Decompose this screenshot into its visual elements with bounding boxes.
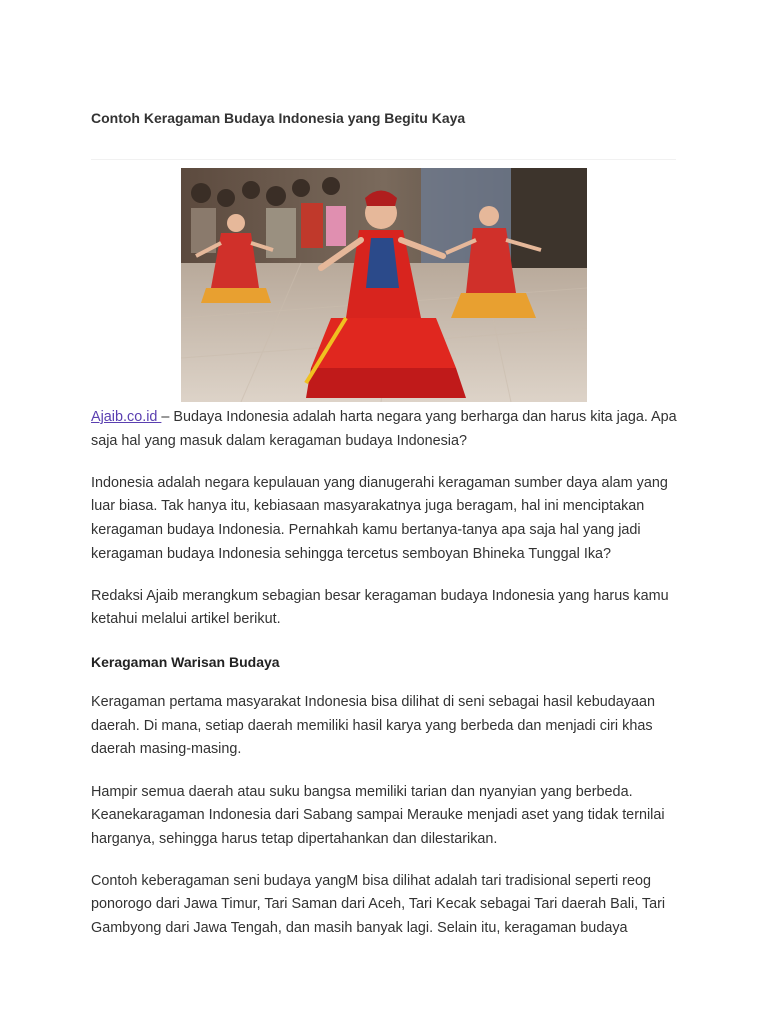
intro-paragraph	[91, 406, 681, 453]
article-image	[181, 168, 587, 402]
intro-text: – Budaya Indonesia adalah harta negara yang berharga dan harus kita jaga. Apa saja hal yang masuk dalam keragaman budaya Indonesia?	[91, 409, 677, 449]
title-divider	[91, 159, 676, 160]
section-heading: Keragaman Warisan Budaya	[91, 653, 280, 670]
paragraph-3: Redaksi Ajaib merangkum sebagian besar keragaman budaya Indonesia yang harus kamu ketahui melalui artikel berikut.	[91, 587, 669, 628]
traditional-dance-photo-icon	[181, 168, 587, 402]
paragraph-5: Hampir semua daerah atau suku bangsa memiliki tarian dan nyanyian yang berbeda. Keanekaragaman Indonesia dari Sabang sampai Merauke menjadi aset yang tidak ternilai harganya, sehingga harus tetap dipertahankan dan dilestarikan.	[91, 783, 665, 847]
paragraph-6: Contoh keberagaman seni budaya yangM bisa dilihat adalah tari tradisional seperti reog ponorogo dari Jawa Timur, Tari Saman dari Aceh, Tari Kecak sebagai Tari daerah Bali, Tari Gambyong dari Jawa Tengah, dan masih banyak lagi. Selain itu, keragaman budaya	[91, 872, 666, 937]
paragraph-4: Keragaman pertama masyarakat Indonesia bisa dilihat di seni sebagai hasil kebudayaan daerah. Di mana, setiap daerah memiliki hasil karya yang berbeda dan menjadi ciri khas daerah masing-masing.	[91, 694, 655, 758]
article-title: Contoh Keragaman Budaya Indonesia yang Begitu Kaya	[91, 110, 466, 126]
source-link[interactable]: Ajaib.co.id	[91, 409, 162, 425]
paragraph-2: Indonesia adalah negara kepulauan yang dianugerahi keragaman sumber daya alam yang luar biasa. Tak hanya itu, kebiasaan masyarakatnya juga beragam, hal ini menciptakan keragaman budaya Indonesia. Pernahkah kamu bertanya-tanya apa saja hal yang jadi keragaman budaya Indonesia sehingga tercetus semboyan Bhineka Tunggal Ika?	[91, 474, 668, 562]
article-body	[91, 406, 681, 959]
